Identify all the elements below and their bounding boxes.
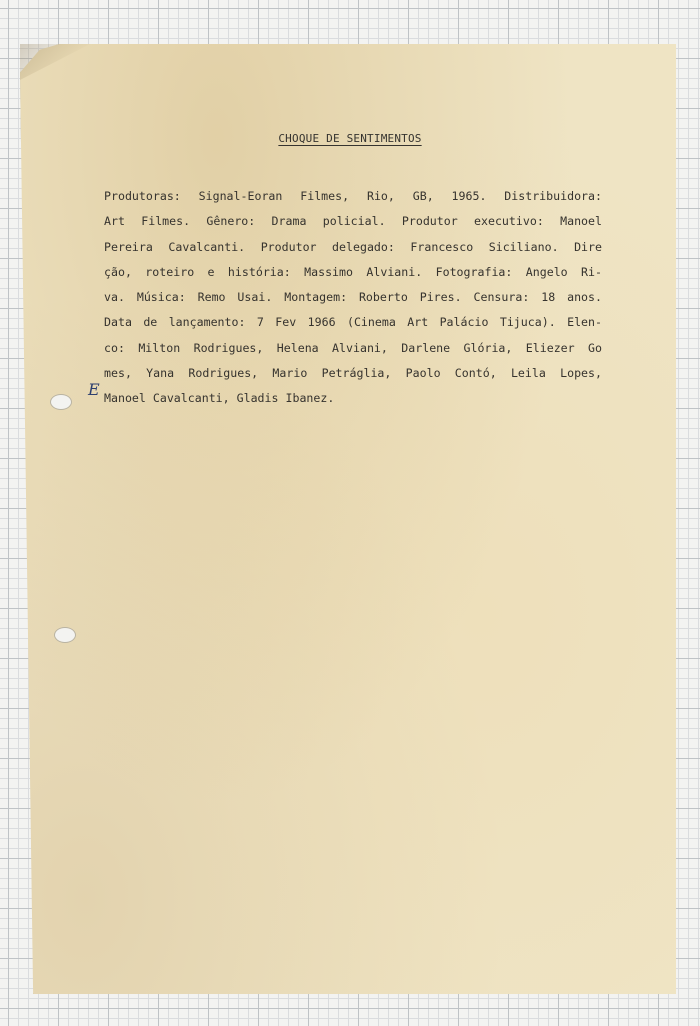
text-line-6: Data de lançamento: 7 Fev 1966 (Cinema Art Palácio Tijuca). Elen- <box>104 315 602 330</box>
text-line-3: Pereira Cavalcanti. Produtor delegado: Francesco Siciliano. Dire <box>104 239 602 254</box>
text-line-5: va. Música: Remo Usai. Montagem: Roberto Pires. Censura: 18 anos. <box>104 290 602 305</box>
punch-hole-bottom <box>54 627 76 643</box>
text-line-4: ção, roteiro e história: Massimo Alviani. Fotografia: Angelo Ri- <box>104 264 602 279</box>
punch-hole-top <box>50 394 72 410</box>
document-title: CHOQUE DE SENTIMENTOS <box>278 132 422 145</box>
text-line-7: co: Milton Rodrigues, Helena Alviani, Darlene Glória, Eliezer Go <box>104 340 602 355</box>
text-line-8: mes, Yana Rodrigues, Mario Petráglia, Paolo Contó, Leila Lopes, <box>104 366 602 381</box>
text-line-9: Manoel Cavalcanti, Gladis Ibanez. <box>104 391 335 406</box>
text-line-2: Art Filmes. Gênero: Drama policial. Produtor executivo: Manoel <box>104 214 602 229</box>
credits-paragraph <box>104 184 602 412</box>
text-line-1: Produtoras: Signal-Eoran Filmes, Rio, GB, 1965. Distribuidora: <box>104 189 602 203</box>
handwritten-correction: E <box>88 380 100 399</box>
